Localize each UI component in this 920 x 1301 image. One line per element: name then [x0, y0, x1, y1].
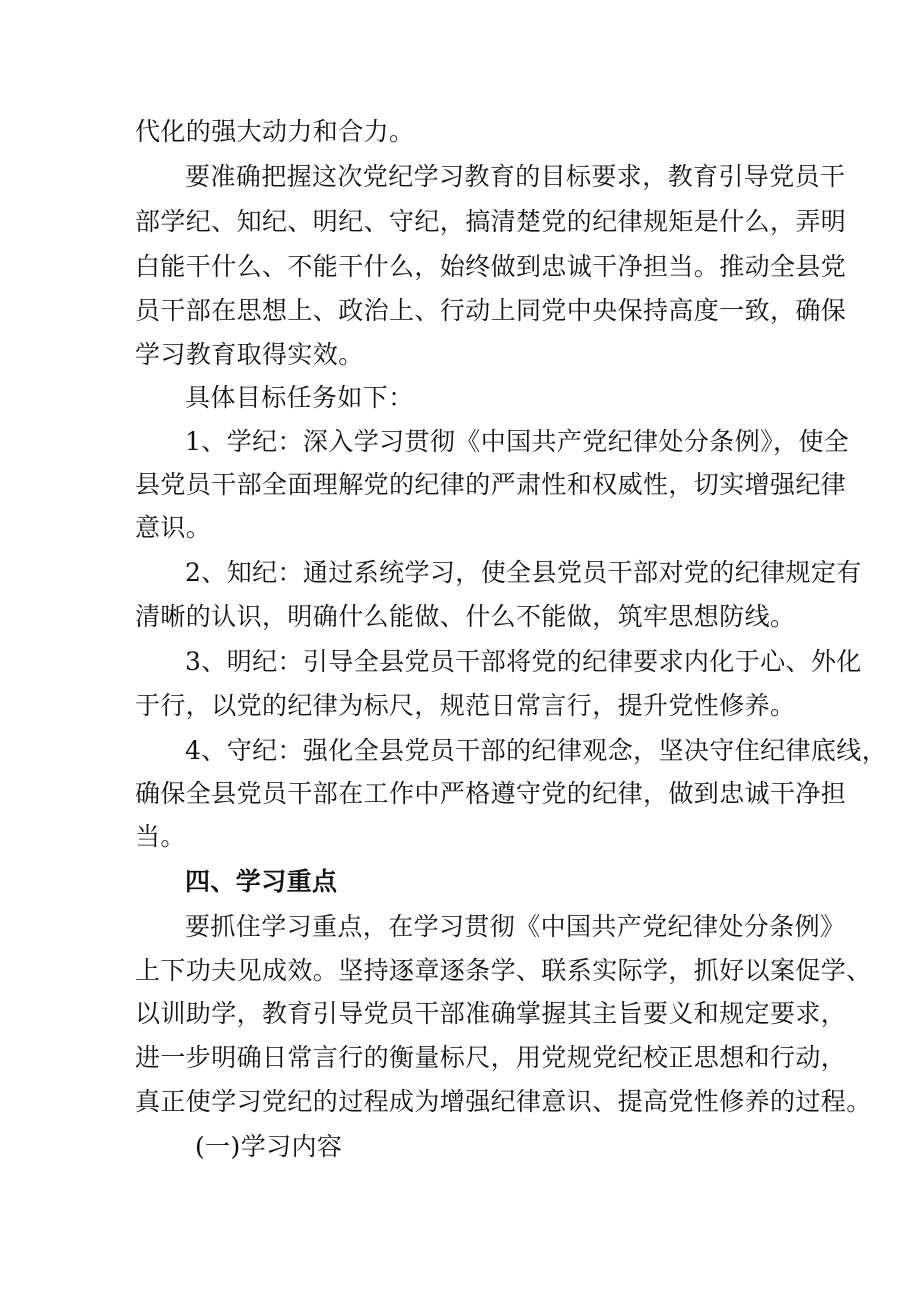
text-line: 确保全县党员干部在工作中严格遵守党的纪律，做到忠诚干净担 [135, 779, 847, 808]
text-line: 具体目标任务如下： [185, 383, 414, 412]
text-line: 员干部在思想上、政治上、行动上同党中央保持高度一致，确保 [135, 296, 847, 325]
text-line: 上下功夫见成效。坚持逐章逐条学、联系实际学，抓好以案促学、 [135, 956, 872, 985]
text-line: 于行，以党的纪律为标尺，规范日常言行，提升党性修养。 [135, 691, 796, 720]
text-line: 意识。 [135, 513, 212, 542]
subsection-heading: (一)学习内容 [195, 1132, 343, 1161]
section-heading: 四、学习重点 [185, 867, 338, 896]
text-line: 以训助学，教育引导党员干部准确掌握其主旨要义和规定要求， [135, 999, 847, 1028]
text-line: 清晰的认识，明确什么能做、什么不能做，筑牢思想防线。 [135, 602, 796, 631]
text-line: 部学纪、知纪、明纪、守纪，搞清楚党的纪律规矩是什么，弄明 [135, 207, 847, 236]
text-line: 白能干什么、不能干什么，始终做到忠诚干净担当。推动全县党 [135, 252, 847, 281]
text-line: 进一步明确日常言行的衡量标尺，用党规党纪校正思想和行动， [135, 1043, 847, 1072]
text-line: 2、知纪：通过系统学习，使全县党员干部对党的纪律规定有 [185, 558, 862, 587]
text-line: 县党员干部全面理解党的纪律的严肃性和权威性，切实增强纪律 [135, 470, 847, 499]
text-line: 4、守纪：强化全县党员干部的纪律观念，坚决守住纪律底线， [185, 736, 888, 765]
text-line: 1、学纪：深入学习贯彻《中国共产党纪律处分条例》，使全 [185, 427, 850, 456]
text-line: 3、明纪：引导全县党员干部将党的纪律要求内化于心、外化 [185, 647, 862, 676]
text-line: 要抓住学习重点，在学习贯彻《中国共产党纪律处分条例》 [185, 912, 846, 941]
text-line: 当。 [135, 822, 186, 851]
text-line: 真正使学习党纪的过程成为增强纪律意识、提高党性修养的过程。 [135, 1087, 872, 1116]
text-line: 要准确把握这次党纪学习教育的目标要求，教育引导党员干 [185, 162, 846, 191]
text-line: 代化的强大动力和合力。 [135, 117, 415, 146]
text-line: 学习教育取得实效。 [135, 340, 364, 369]
